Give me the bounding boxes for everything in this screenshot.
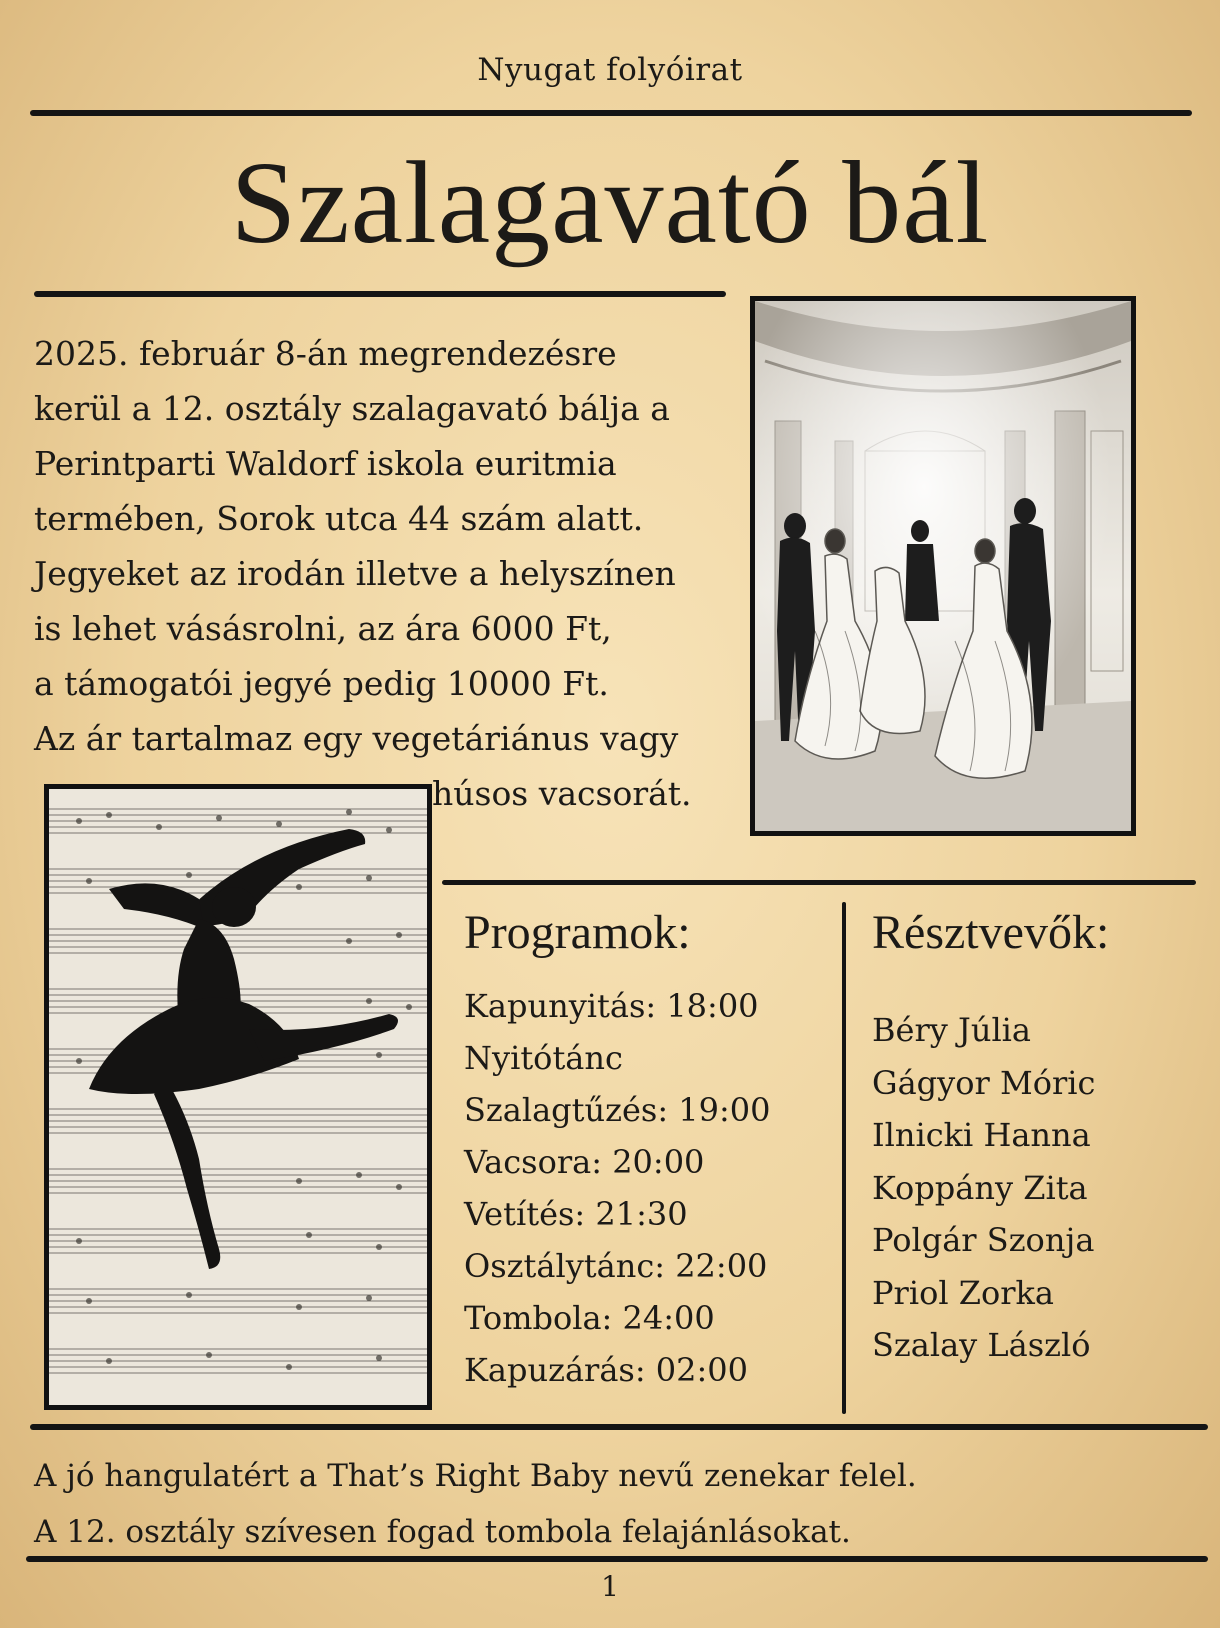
programs-heading: Programok: (464, 906, 691, 959)
page-number: 1 (601, 1570, 619, 1603)
footer-line: A jó hangulatért a That’s Right Baby nevű zenekar felel. (34, 1458, 917, 1494)
intro-line: Az ár tartalmaz egy vegetáriánus vagy (34, 719, 679, 758)
footer-bottom-rule (26, 1556, 1208, 1562)
title-rule (34, 291, 726, 297)
program-item: Vetítés: 21:30 (464, 1195, 688, 1233)
participant-item: Béry Júlia (872, 1011, 1031, 1049)
intro-line: kerül a 12. osztály szalagavató bálja a (34, 389, 670, 428)
programs-list (464, 980, 771, 1396)
participants-list (872, 1004, 1095, 1372)
program-item: Szalagtűzés: 19:00 (464, 1091, 771, 1129)
dancer-image (44, 784, 432, 1410)
program-item: Kapunyitás: 18:00 (464, 987, 759, 1025)
intro-line: Jegyeket az irodán illetve a helyszínen (34, 554, 676, 593)
section-rule (442, 880, 1196, 885)
intro-line: 2025. február 8-án megrendezésre (34, 334, 617, 373)
footer-line: A 12. osztály szívesen fogad tombola felajánlásokat. (34, 1514, 851, 1550)
footer-top-rule (30, 1424, 1208, 1430)
intro-line: termében, Sorok utca 44 szám alatt. (34, 499, 644, 538)
program-item: Vacsora: 20:00 (464, 1143, 705, 1181)
intro-line: húsos vacsorát. (432, 774, 692, 813)
dancer-sheet-music-illustration (49, 789, 427, 1405)
participant-item: Gágyor Móric (872, 1063, 1096, 1102)
participant-item: Koppány Zita (872, 1168, 1088, 1207)
column-divider (842, 902, 846, 1414)
ballroom-illustration (755, 301, 1131, 831)
intro-line: is lehet vásásrolni, az ára 6000 Ft, (34, 609, 612, 648)
participant-item: Priol Zorka (872, 1273, 1054, 1312)
program-item: Nyitótánc (464, 1039, 623, 1077)
intro-line: a támogatói jegyé pedig 10000 Ft. (34, 664, 609, 703)
participant-item: Szalay László (872, 1326, 1091, 1364)
masthead: Nyugat folyóirat (477, 52, 743, 88)
program-item: Osztálytánc: 22:00 (464, 1247, 768, 1285)
intro-line: Perintparti Waldorf iskola euritmia (34, 444, 617, 483)
program-item: Kapuzárás: 02:00 (464, 1351, 748, 1389)
ballroom-image (750, 296, 1136, 836)
top-rule (30, 110, 1192, 116)
participant-item: Polgár Szonja (872, 1221, 1095, 1259)
program-item: Tombola: 24:00 (464, 1299, 715, 1337)
footer-text (34, 1448, 917, 1560)
participants-heading: Résztvevők: (872, 906, 1110, 959)
page-title: Szalagavató bál (230, 137, 990, 268)
participant-item: Ilnicki Hanna (872, 1116, 1091, 1154)
intro-paragraph (34, 326, 734, 821)
